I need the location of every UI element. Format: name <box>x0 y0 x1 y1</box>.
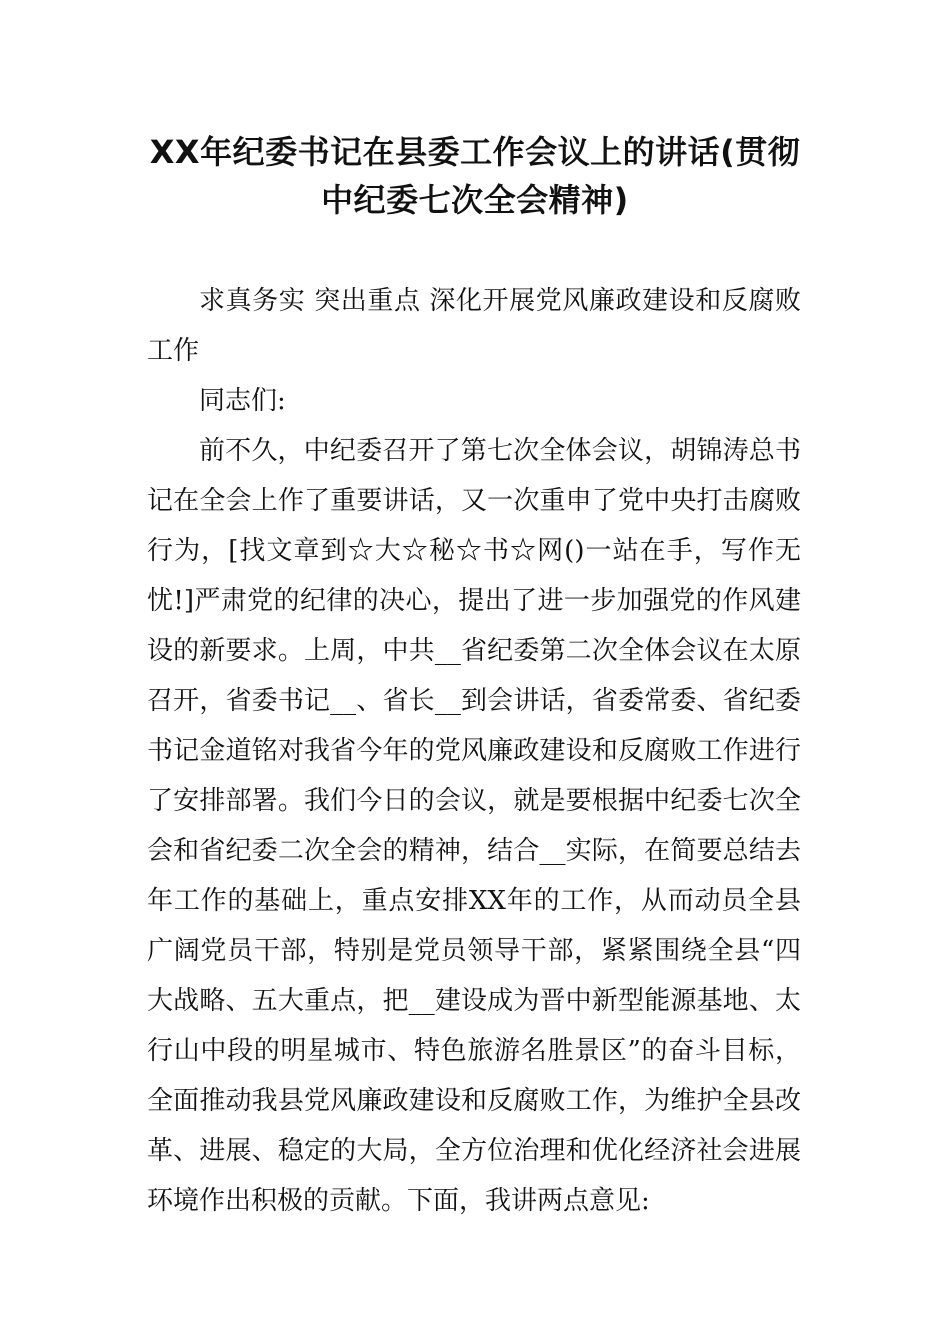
document-body <box>147 276 801 1226</box>
document-title: XX年纪委书记在县委工作会议上的讲话(贯彻中纪委七次全会精神) <box>149 133 801 219</box>
body-paragraph: 前不久，中纪委召开了第七次全体会议，胡锦涛总书记在全会上作了重要讲话，又一次重申了党中央打击腐败行为，[找文章到☆大☆秘☆书☆网()一站在手，写作无忧!]严肃党的纪律的决心，提出了进一步加强党的作风建设的新要求。上周，中共__省纪委第二次全体会议在太原召开，省委书记__、省长__到会讲话，省委常委、省纪委书记金道铭对我省今年的党风廉政建设和反腐败工作进行了安排部署。我们今日的会议，就是要根据中纪委七次全会和省纪委二次全会的精神，结合__实际，在简要总结去年工作的基础上，重点安排XX年的工作，从而动员全县广阔党员干部，特别是党员领导干部，紧紧围绕全县“四大战略、五大重点，把__建设成为晋中新型能源基地、太行山中段的明星城市、特色旅游名胜景区”的奋斗目标，全面推动我县党风廉政建设和反腐败工作，为维护全县改革、进展、稳定的大局，全方位治理和优化经济社会进展环境作出积极的贡献。下面，我讲两点意见: <box>147 436 801 1216</box>
document-subtitle: 求真务实 突出重点 深化开展党风廉政建设和反腐败工作 <box>147 286 801 366</box>
salutation: 同志们: <box>199 386 286 416</box>
